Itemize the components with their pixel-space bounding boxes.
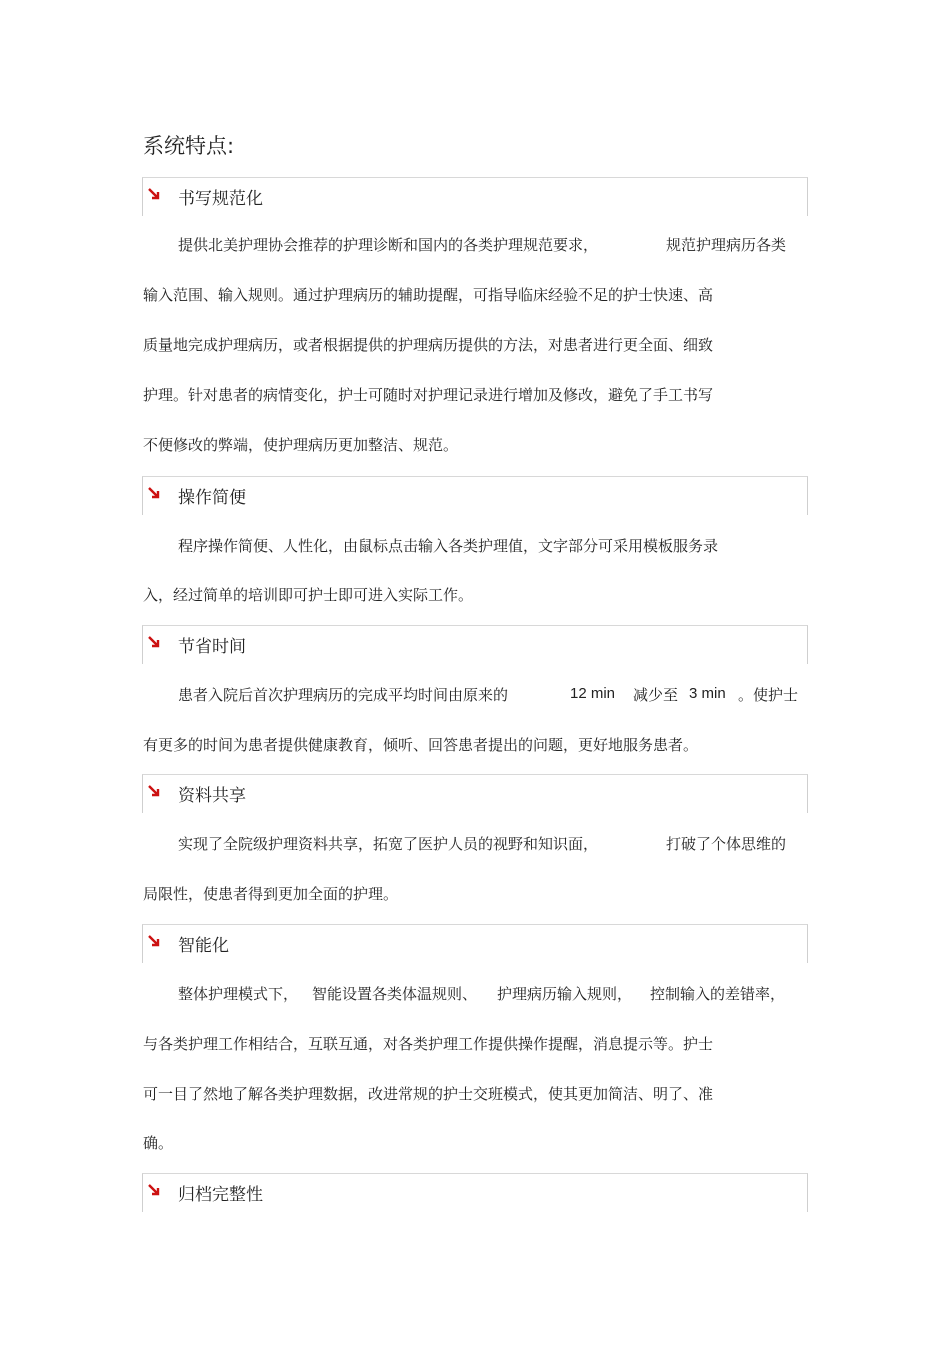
paragraph-line: 质量地完成护理病历，或者根据提供的护理病历提供的方法，对患者进行更全面、细致 xyxy=(143,336,714,354)
section-header-time xyxy=(142,625,808,664)
section-heading: 归档完整性 xyxy=(178,1185,263,1205)
red-arrow-icon xyxy=(147,635,162,650)
red-arrow-icon xyxy=(147,934,162,949)
paragraph-line: 护理病历输入规则， xyxy=(497,985,633,1003)
section-header-smart xyxy=(142,924,808,963)
section-heading: 智能化 xyxy=(178,936,229,956)
paragraph-line: 减少至 xyxy=(633,686,679,704)
paragraph-line: 护理。针对患者的病情变化，护士可随时对护理记录进行增加及修改，避免了手工书写 xyxy=(143,386,714,404)
paragraph-line: 程序操作简便、人性化，由鼠标点击输入各类护理值，文字部分可采用模板服务录 xyxy=(178,537,719,555)
paragraph-line: 控制输入的差错率， xyxy=(650,985,786,1003)
section-header-sharing xyxy=(142,774,808,813)
time-after-value: 3 min xyxy=(689,685,726,702)
section-heading: 节省时间 xyxy=(178,637,246,657)
paragraph-line: 输入范围、输入规则。通过护理病历的辅助提醒，可指导临床经验不足的护士快速、高 xyxy=(143,286,714,304)
paragraph-line: 打破了个体思维的 xyxy=(666,835,787,853)
paragraph-line: 。使护士 xyxy=(738,686,799,704)
paragraph-line: 局限性，使患者得到更加全面的护理。 xyxy=(143,885,399,903)
time-before-value: 12 min xyxy=(570,685,616,702)
paragraph-line: 与各类护理工作相结合，互联互通，对各类护理工作提供操作提醒，消息提示等。护士 xyxy=(143,1035,714,1053)
red-arrow-icon xyxy=(147,486,162,501)
section-header-writing xyxy=(142,177,808,216)
paragraph-line: 确。 xyxy=(143,1134,174,1152)
paragraph-line: 规范护理病历各类 xyxy=(666,236,787,254)
section-header-operation xyxy=(142,476,808,515)
section-header-archive xyxy=(142,1173,808,1212)
section-heading: 资料共享 xyxy=(178,786,246,806)
section-heading: 操作简便 xyxy=(178,488,246,508)
paragraph-line: 不便修改的弊端，使护理病历更加整洁、规范。 xyxy=(143,436,459,454)
paragraph-line: 入，经过简单的培训即可护士即可进入实际工作。 xyxy=(143,586,474,604)
paragraph-line: 可一目了然地了解各类护理数据，改进常规的护士交班模式，使其更加简洁、明了、准 xyxy=(143,1085,714,1103)
red-arrow-icon xyxy=(147,1183,162,1198)
paragraph-line: 整体护理模式下， xyxy=(178,985,299,1003)
red-arrow-icon xyxy=(147,784,162,799)
paragraph-line: 智能设置各类体温规则、 xyxy=(312,985,478,1003)
section-heading: 书写规范化 xyxy=(178,189,263,209)
paragraph-line: 有更多的时间为患者提供健康教育，倾听、回答患者提出的问题，更好地服务患者。 xyxy=(143,736,699,754)
red-arrow-icon xyxy=(147,187,162,202)
paragraph-line: 提供北美护理协会推荐的护理诊断和国内的各类护理规范要求， xyxy=(178,236,599,254)
paragraph-line: 实现了全院级护理资料共享，拓宽了医护人员的视野和知识面， xyxy=(178,835,599,853)
paragraph-line: 患者入院后首次护理病历的完成平均时间由原来的 xyxy=(178,686,509,704)
page-title: 系统特点: xyxy=(143,134,235,158)
